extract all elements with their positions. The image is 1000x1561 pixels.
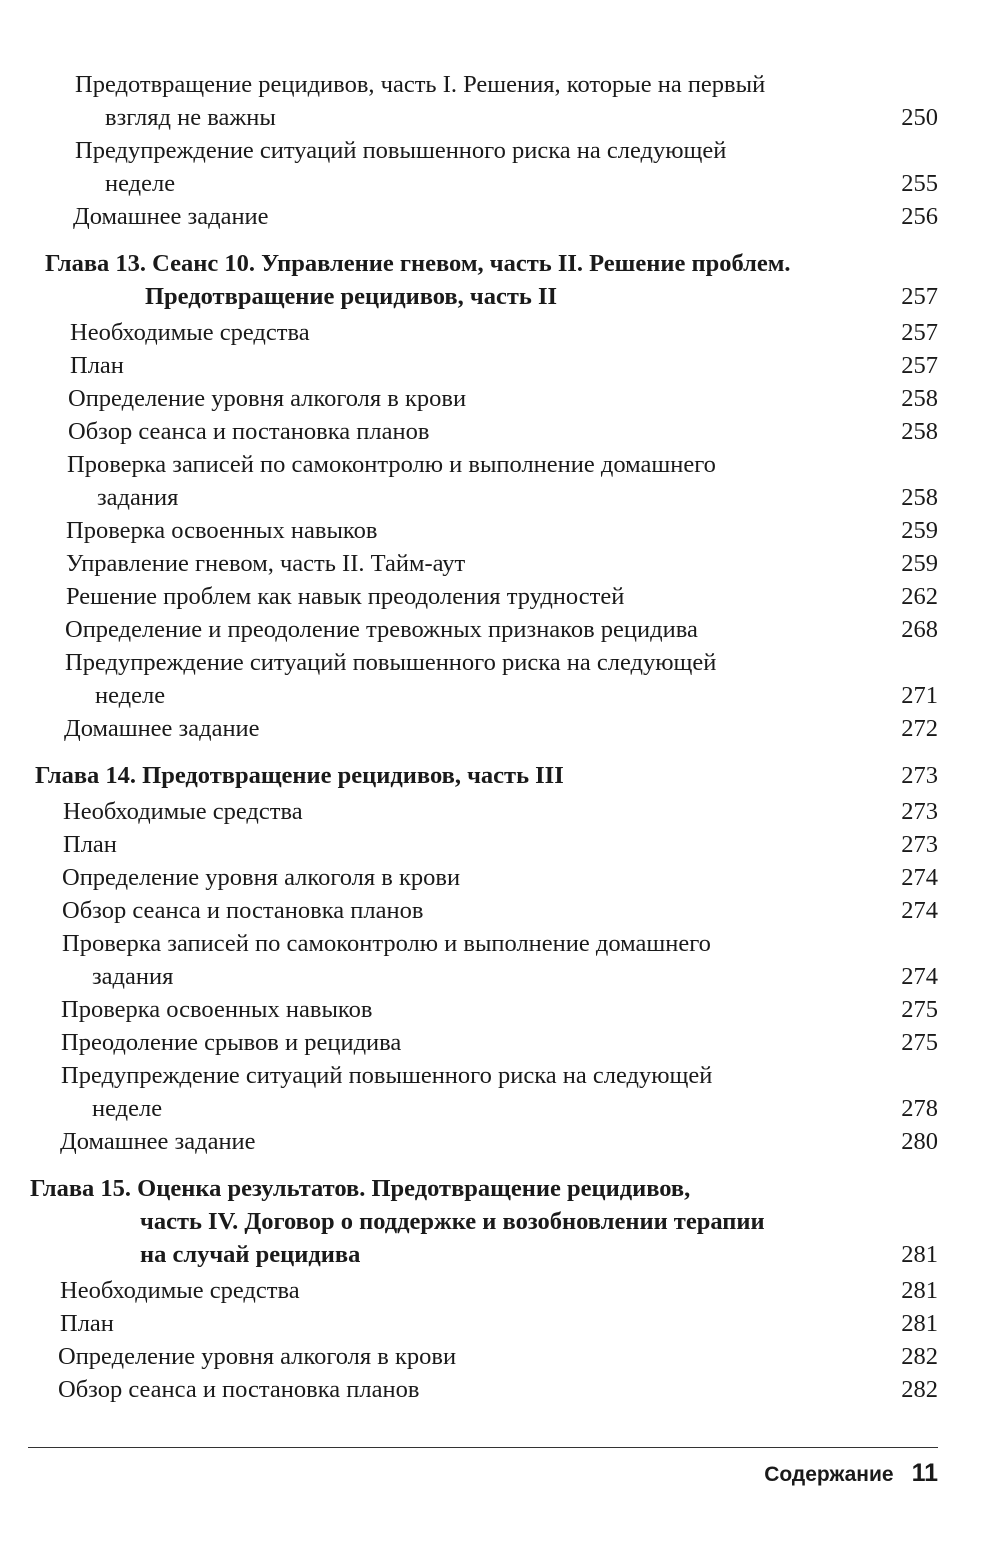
toc-entry	[0, 547, 1000, 580]
toc-entry-title: Проверка записей по самоконтролю и выполнение домашнего	[62, 930, 711, 957]
toc-entry	[0, 993, 1000, 1026]
toc-chapter-title: Глава 14. Предотвращение рецидивов, часть III	[35, 762, 564, 789]
toc-page-number: 250	[901, 104, 938, 131]
toc-entry	[0, 795, 1000, 828]
toc-entry-title: Определение и преодоление тревожных признаков рецидива	[65, 616, 698, 643]
toc-entry	[0, 927, 1000, 960]
toc-entry-title: Преодоление срывов и рецидива	[61, 1029, 402, 1056]
toc-entry-title: План	[60, 1310, 114, 1337]
toc-entry	[0, 415, 1000, 448]
toc-page-number: 281	[901, 1241, 938, 1268]
toc-chapter-title: Глава 15. Оценка результатов. Предотвращение рецидивов,	[30, 1175, 691, 1202]
toc-entry-title: Обзор сеанса и постановка планов	[68, 418, 430, 445]
toc-page-number: 273	[901, 762, 938, 789]
toc-entry-title: Необходимые средства	[60, 1277, 300, 1304]
toc-entry	[0, 894, 1000, 927]
toc-entry	[0, 481, 1000, 514]
toc-entry-title: Предупреждение ситуаций повышенного риска на следующей	[61, 1062, 713, 1089]
toc-page-number: 274	[901, 963, 938, 990]
toc-entry-title: Проверка освоенных навыков	[66, 517, 378, 544]
toc-chapter-heading	[0, 759, 1000, 792]
toc-entry-title: Домашнее задание	[60, 1128, 256, 1155]
toc-page-number: 257	[901, 319, 938, 346]
toc-page-number: 273	[901, 798, 938, 825]
toc-entry	[0, 1340, 1000, 1373]
running-header-title: Содержание	[764, 1463, 894, 1486]
toc-page-number: 275	[901, 996, 938, 1023]
toc-page-number: 282	[901, 1376, 938, 1403]
toc-page-number: 274	[901, 864, 938, 891]
toc-entry-title: Обзор сеанса и постановка планов	[58, 1376, 420, 1403]
toc-page-number: 258	[901, 484, 938, 511]
toc-entry-title: задания	[92, 963, 174, 990]
toc-entry	[0, 613, 1000, 646]
toc-page-number: 262	[901, 583, 938, 610]
toc-chapter-heading	[0, 1172, 1000, 1205]
toc-chapter-heading	[0, 280, 1000, 313]
toc-entry-title: Обзор сеанса и постановка планов	[62, 897, 424, 924]
toc-entry	[0, 1026, 1000, 1059]
toc-entry-title: Решение проблем как навык преодоления трудностей	[66, 583, 625, 610]
toc-entry	[0, 1125, 1000, 1158]
toc-entry	[0, 1092, 1000, 1125]
toc-entry	[0, 382, 1000, 415]
toc-page-number: 275	[901, 1029, 938, 1056]
page-number: 11	[911, 1459, 938, 1487]
toc-entry	[0, 1059, 1000, 1092]
toc-entry	[0, 167, 1000, 200]
toc-chapter-heading	[0, 1205, 1000, 1238]
toc-entry-title: неделе	[105, 170, 176, 197]
toc-entry	[0, 134, 1000, 167]
footer-divider	[28, 1447, 938, 1448]
toc-entry	[0, 316, 1000, 349]
toc-page-number: 259	[901, 517, 938, 544]
toc-page-number: 256	[901, 203, 938, 230]
toc-page-number: 280	[901, 1128, 938, 1155]
toc-entry	[0, 712, 1000, 745]
toc-page-number: 258	[901, 418, 938, 445]
toc-chapter-title: часть IV. Договор о поддержке и возобновлении терапии	[140, 1208, 765, 1235]
toc-entry-title: Проверка записей по самоконтролю и выполнение домашнего	[67, 451, 716, 478]
toc-entry	[0, 828, 1000, 861]
toc-entry	[0, 1274, 1000, 1307]
toc-entry-title: Проверка освоенных навыков	[61, 996, 373, 1023]
toc-entry-title: Необходимые средства	[63, 798, 303, 825]
toc-page-number: 268	[901, 616, 938, 643]
toc-entry-title: Предотвращение рецидивов, часть I. Решения, которые на первый	[75, 71, 766, 98]
toc-entry-title: План	[70, 352, 124, 379]
toc-entry-title: Домашнее задание	[64, 715, 260, 742]
toc-chapter-heading	[0, 247, 1000, 280]
toc-entry-title: задания	[97, 484, 179, 511]
toc-entry	[0, 646, 1000, 679]
toc-entry-title: Необходимые средства	[70, 319, 310, 346]
toc-chapter-title: Предотвращение рецидивов, часть II	[145, 283, 558, 310]
toc-entry-title: Определение уровня алкоголя в крови	[58, 1343, 457, 1370]
toc-entry-title: неделе	[92, 1095, 163, 1122]
toc-entry	[0, 68, 1000, 101]
toc-entry-title: Управление гневом, часть II. Тайм-аут	[66, 550, 466, 577]
toc-chapter-heading	[0, 1238, 1000, 1271]
toc-page-number: 272	[901, 715, 938, 742]
toc-page-number: 258	[901, 385, 938, 412]
toc-page-number: 255	[901, 170, 938, 197]
toc-entry-title: План	[63, 831, 117, 858]
page-footer	[764, 1455, 938, 1491]
toc-page-number: 281	[901, 1277, 938, 1304]
toc-entry	[0, 580, 1000, 613]
toc-page-number: 282	[901, 1343, 938, 1370]
toc-entry	[0, 514, 1000, 547]
toc-page-number: 259	[901, 550, 938, 577]
toc-entry	[0, 861, 1000, 894]
toc-entry-title: взгляд не важны	[105, 104, 276, 131]
toc-page-number: 273	[901, 831, 938, 858]
toc-page-number: 257	[901, 352, 938, 379]
toc-page-number: 274	[901, 897, 938, 924]
toc-entry	[0, 448, 1000, 481]
toc-page-number: 271	[901, 682, 938, 709]
toc-chapter-title: Глава 13. Сеанс 10. Управление гневом, часть II. Решение проблем.	[45, 250, 791, 277]
toc-entry-title: Предупреждение ситуаций повышенного риска на следующей	[75, 137, 727, 164]
toc-entry-title: Предупреждение ситуаций повышенного риска на следующей	[65, 649, 717, 676]
toc-entry	[0, 960, 1000, 993]
toc-page-number: 257	[901, 283, 938, 310]
toc-entry-title: Домашнее задание	[73, 203, 269, 230]
toc-entry	[0, 679, 1000, 712]
toc-entry	[0, 349, 1000, 382]
toc-entry-title: неделе	[95, 682, 166, 709]
toc-entry-title: Определение уровня алкоголя в крови	[62, 864, 461, 891]
toc-chapter-title: на случай рецидива	[140, 1241, 361, 1268]
toc-entry	[0, 1307, 1000, 1340]
toc-page-number: 278	[901, 1095, 938, 1122]
toc-entry	[0, 101, 1000, 134]
toc-page-number: 281	[901, 1310, 938, 1337]
toc-entry	[0, 1373, 1000, 1406]
toc-entry-title: Определение уровня алкоголя в крови	[68, 385, 467, 412]
toc-entry	[0, 200, 1000, 233]
